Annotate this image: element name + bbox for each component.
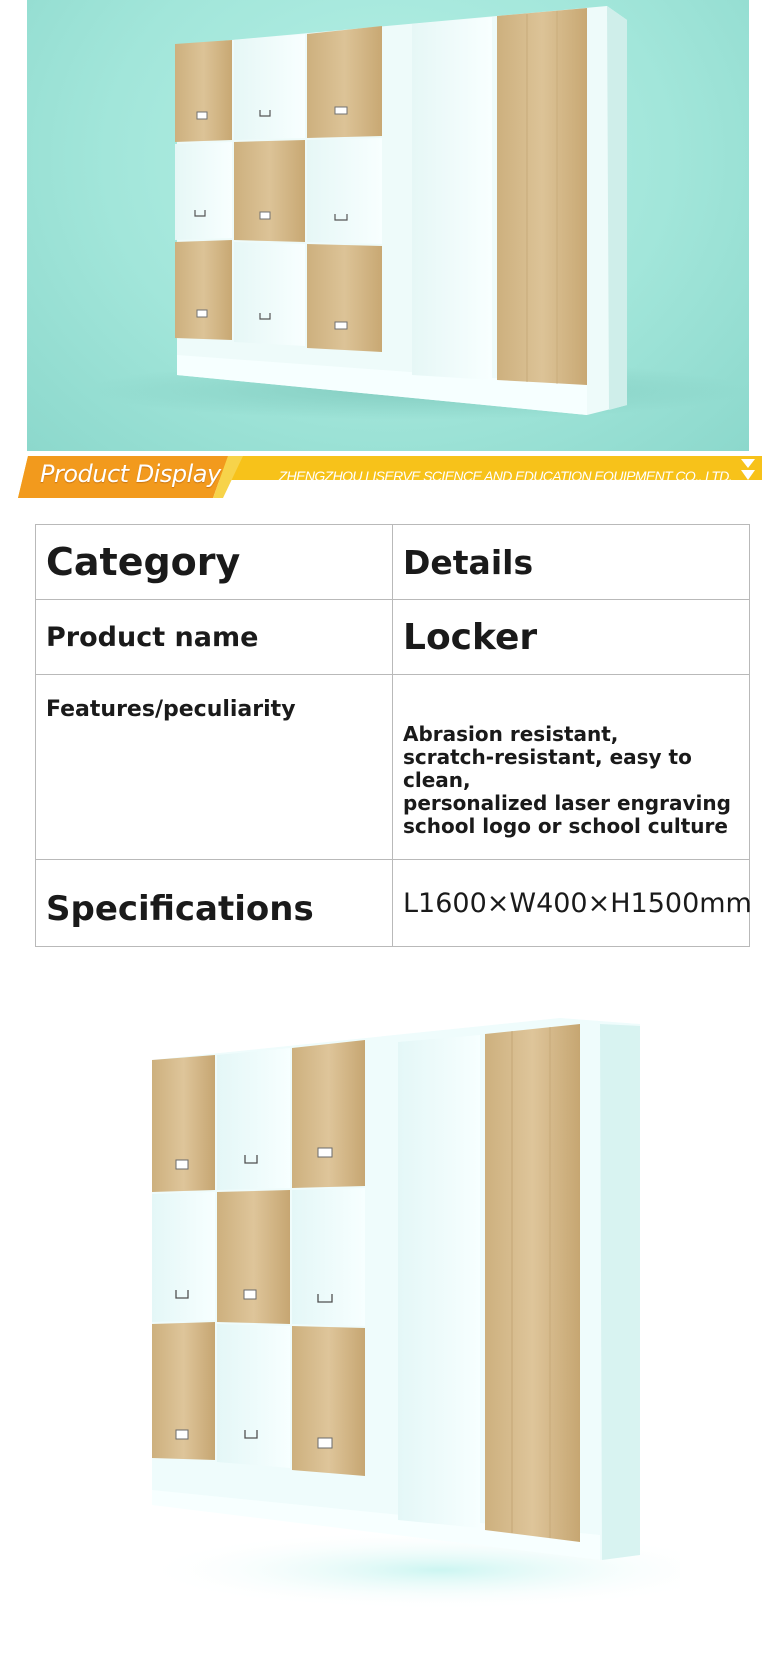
- features-line: school logo or school culture: [403, 813, 728, 838]
- row-label-product-name: Product name: [36, 600, 393, 675]
- banner-company-name: ZHENGZHOU LISERVE SCIENCE AND EDUCATION EQUIPMENT CO., LTD.: [278, 468, 732, 484]
- table-row: [36, 675, 750, 860]
- row-value-features: [393, 675, 750, 860]
- specification-table: [35, 524, 750, 947]
- double-chevron-down-icon: [740, 458, 756, 482]
- row-label-specifications: Specifications: [36, 860, 393, 947]
- features-line: scratch-resistant, easy to clean,: [403, 744, 692, 792]
- product-photo-front: [140, 1000, 680, 1610]
- row-label-features: Features/peculiarity: [36, 675, 393, 860]
- header-details: Details: [393, 525, 750, 600]
- row-value-product-name: Locker: [393, 600, 750, 675]
- locker-illustration-top: [27, 0, 749, 451]
- banner-title: Product Display: [40, 460, 221, 488]
- locker-illustration-bottom: [140, 1000, 680, 1610]
- section-banner: [18, 456, 762, 498]
- table-row: [36, 860, 750, 947]
- hero-product-image: [27, 0, 749, 451]
- header-category: Category: [36, 525, 393, 600]
- features-line: Abrasion resistant,: [403, 721, 619, 746]
- features-line: personalized laser engraving: [403, 790, 731, 815]
- row-value-specifications: L1600×W400×H1500mm: [393, 860, 750, 947]
- table-row: [36, 600, 750, 675]
- table-header-row: [36, 525, 750, 600]
